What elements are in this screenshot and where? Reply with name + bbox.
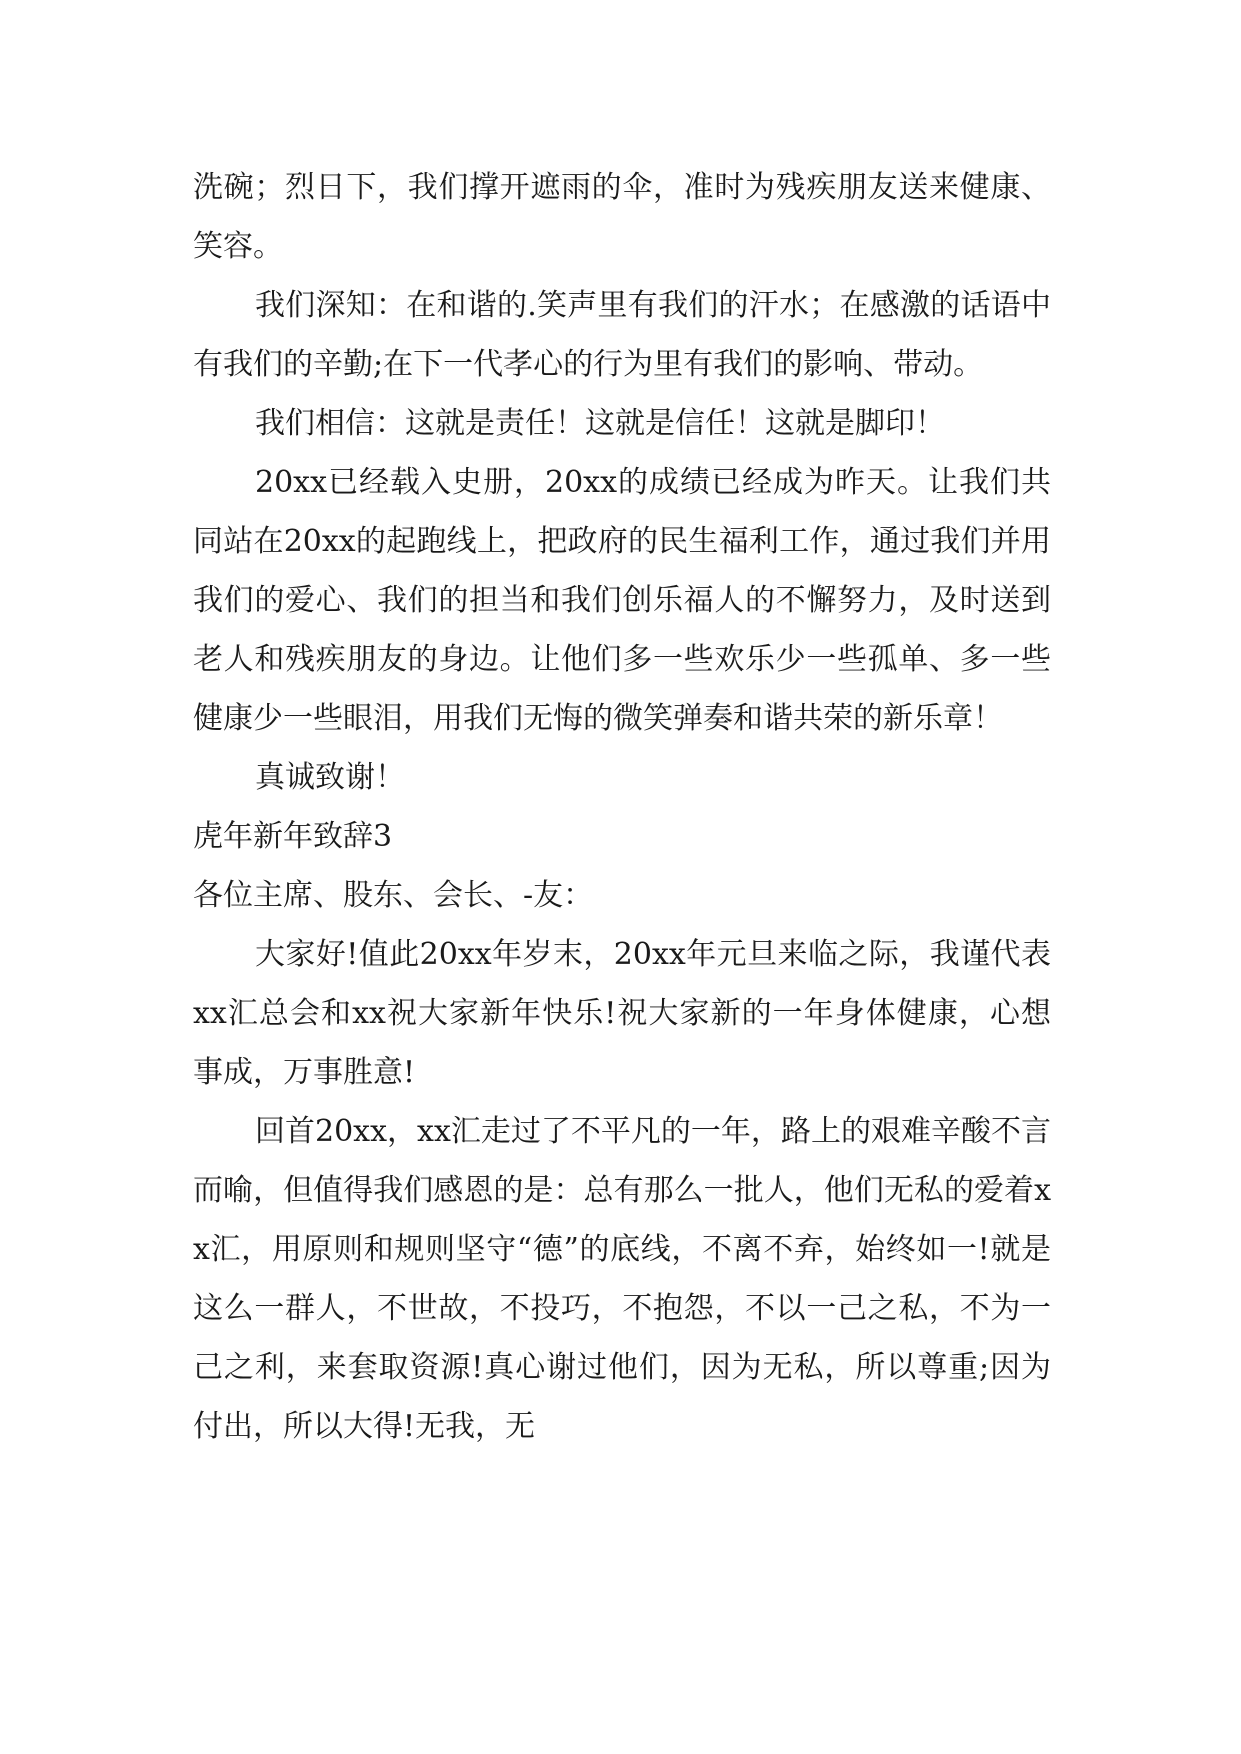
paragraph: 洗碗；烈日下，我们撑开遮雨的伞，准时为残疾朋友送来健康、笑容。 [193,170,1051,264]
paragraph: 20xx已经载入史册，20xx的成绩已经成为昨天。让我们共同站在20xx的起跑线上，把政府的民生福利工作，通过我们并用我们的爱心、我们的担当和我们创乐福人的不懈努力，及时送到老人和残疾朋友的身边。让他们多一些欢乐少一些孤单、多一些健康少一些眼泪，用我们无悔的微笑弹奏和谐共荣的新乐章！ [193,465,1051,736]
salutation: 各位主席、股东、会长、-友： [193,878,594,913]
paragraph: 我们相信：这就是责任！这就是信任！这就是脚印！ [255,406,945,441]
section-title: 虎年新年致辞3 [193,819,393,854]
paragraph: 我们深知：在和谐的.笑声里有我们的汗水；在感激的话语中有我们的辛勤;在下一代孝心的行为里有我们的影响、带动。 [193,288,1051,382]
paragraph: 回首20xx，xx汇走过了不平凡的一年，路上的艰难辛酸不言而喻，但值得我们感恩的是：总有那么一批人，他们无私的爱着xx汇，用原则和规则坚守“德”的底线，不离不弃，始终如一!就是这么一群人，不世故，不投巧，不抱怨，不以一己之私，不为一己之利，来套取资源!真心谢过他们，因为无私，所以尊重;因为付出，所以大得!无我，无 [193,1114,1051,1444]
closing-line: 真诚致谢！ [255,760,405,795]
paragraph: 大家好!值此20xx年岁末，20xx年元旦来临之际，我谨代表xx汇总会和xx祝大家新年快乐!祝大家新的一年身体健康，心想事成，万事胜意! [193,937,1051,1090]
document-body [193,158,1051,1456]
